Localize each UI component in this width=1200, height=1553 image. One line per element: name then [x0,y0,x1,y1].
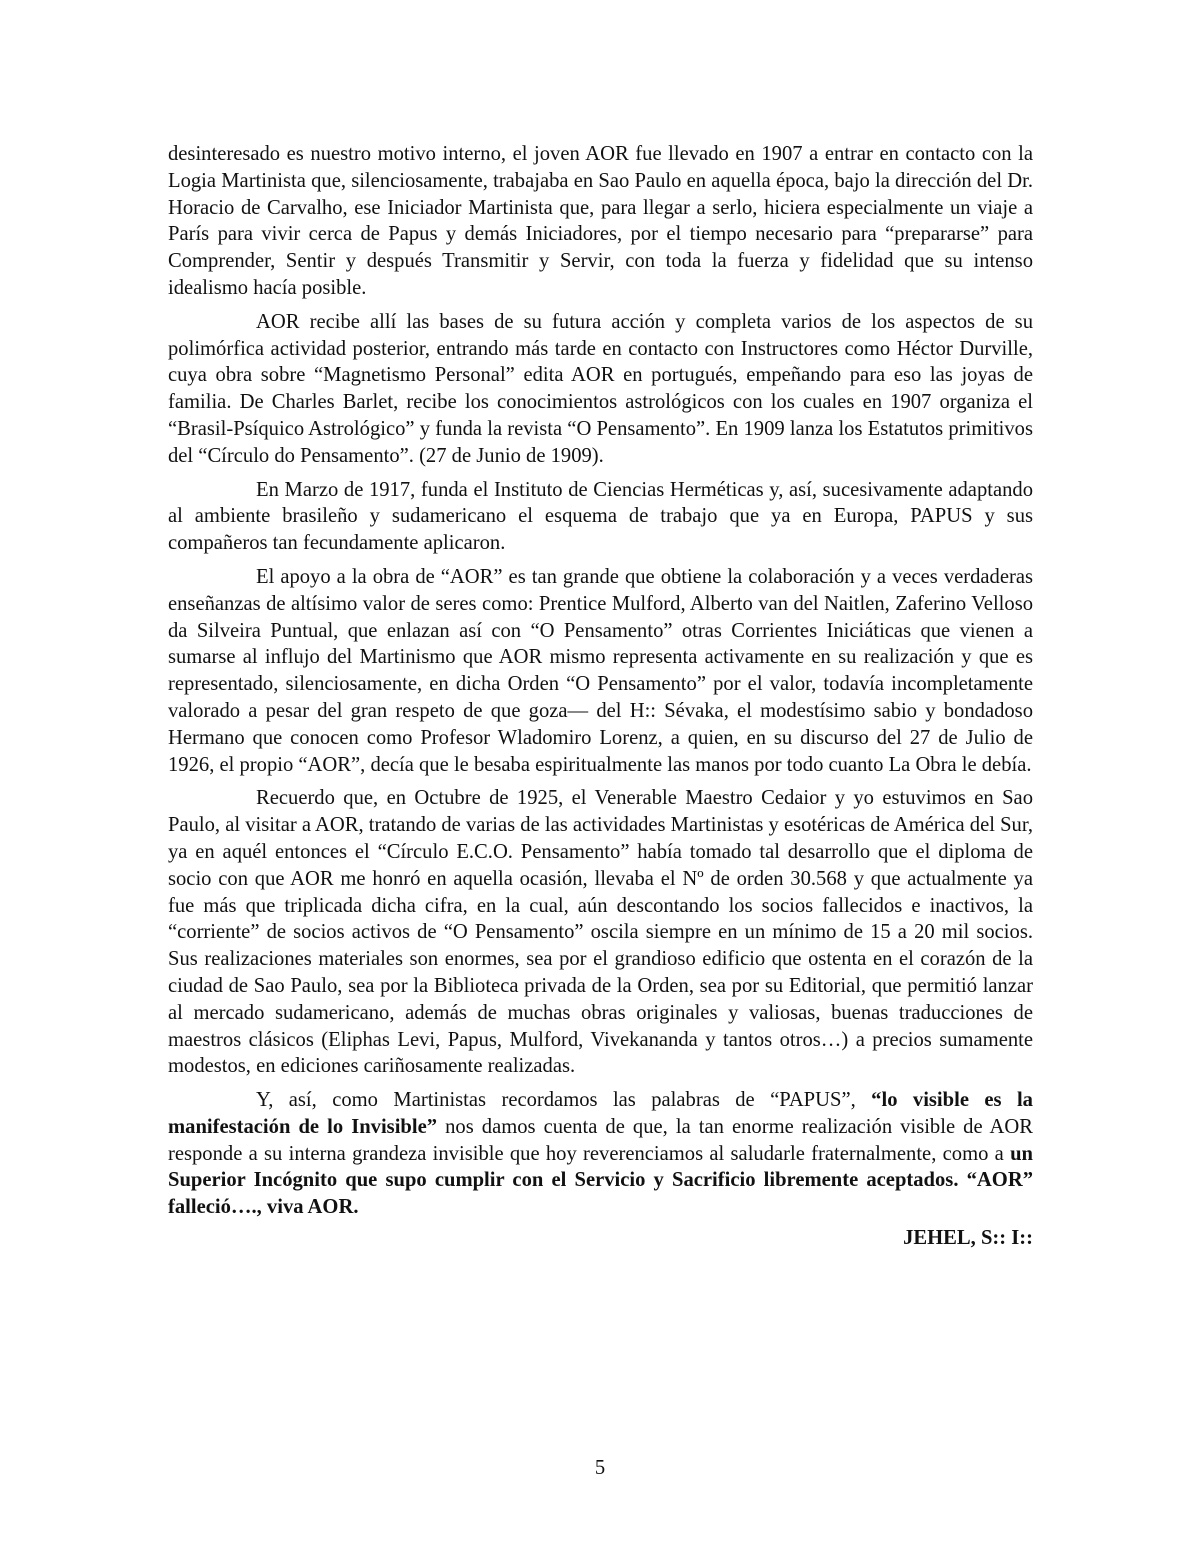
signature: JEHEL, S:: I:: [903,1227,1033,1250]
paragraph-6-text-2: nos damos cuenta de que, la tan enorme realización visible de AOR responde a su interna grandeza invisible que hoy reverenciamos al saludarle fraternalmente, como a [168,1115,1033,1165]
paragraph-6-text-1: Y, así, como Martinistas recordamos las palabras de “PAPUS”, [256,1089,872,1112]
paragraph-5: Recuerdo que, en Octubre de 1925, el Venerable Maestro Cedaior y yo estuvimos en Sao Paulo, al visitar a AOR, tratando de varias de las actividades Martinistas y esotéricas de América del Sur, ya en aquél entonces el “Círculo E.C.O. Pensamento” había tomado tal desarrollo que el diploma de socio con que AOR me honró en aquella ocasión, llevaba el Nº de orden 30.568 y que actualmente ya fue más que triplicada dicha cifra, en la cual, aún descontando los socios fallecidos e inactivos, la “corriente” de socios activos de “O Pensamento” oscila siempre en un mínimo de 15 a 20 mil socios. Sus realizaciones materiales son enormes, sea por el grandioso edificio que ostenta en el corazón de la ciudad de Sao Paulo, sea por la Biblioteca privada de la Orden, sea por su Editorial, que permitió lanzar al mercado sudamericano, además de muchas obras originales y valiosas, buenas traducciones de maestros clásicos (Eliphas Levi, Papus, Mulford, Vivekananda y tantos otros…) a precios sumamente modestos, en ediciones cariñosamente realizadas. [168,787,1034,1078]
paragraph-1: desinteresado es nuestro motivo interno, el joven AOR fue llevado en 1907 a entrar en contacto con la Logia Martinista que, silenciosamente, trabajaba en Sao Paulo en aquella época, bajo la dirección del Dr. Horacio de Carvalho, ese Iniciador Martinista que, para llegar a serlo, hiciera especialmente un viaje a París para vivir cerca de Papus y demás Iniciadores, por el tiempo necesario para “prepararse” para Comprender, Sentir y después Transmitir y Servir, con toda la fuerza y fidelidad que su intenso idealismo hacía posible. [168,143,1033,299]
paragraph-6 [168,1087,1033,1221]
paragraph-6-bold-closing: un Superior Incógnito que supo cumplir con el Servicio y Sacrificio libremente aceptados. “AOR” falleció…., viva AOR. [168,1142,1033,1219]
paragraph-4: El apoyo a la obra de “AOR” es tan grande que obtiene la colaboración y a veces verdaderas enseñanzas de altísimo valor de seres como: Prentice Mulford, Alberto van del Naitlen, Zaferino Velloso da Silveira Puntual, que enlazan así con “O Pensamento” otras Corrientes Iniciáticas que vienen a sumarse al influjo del Martinismo que AOR mismo representa activamente en su realización y que es representado, silenciosamente, en dicha Orden “O Pensamento” por el valor, todavía incompletamente valorado a pesar del gran respeto de que goza— del H:: Sévaka, el modestísimo sabio y bondadoso Hermano que conocen como Profesor Wladomiro Lorenz, a quien, en su discurso del 27 de Julio de 1926, el propio “AOR”, decía que le besaba espiritualmente las manos por todo cuanto La Obra le debía. [168,565,1033,776]
paragraph-2: AOR recibe allí las bases de su futura acción y completa varios de los aspectos de su polimórfica actividad posterior, entrando más tarde en contacto con Instructores como Héctor Durville, cuya obra sobre “Magnetismo Personal” edita AOR en portugués, empeñando para eso las joyas de familia. De Charles Barlet, recibe los conocimientos astrológicos con los cuales en 1907 organiza el “Brasil-Psíquico Astrológico” y funda la revista “O Pensamento”. En 1909 lanza los Estatutos primitivos del “Círculo do Pensamento”. (27 de Junio de 1909). [168,310,1033,467]
page-number: 5 [594,1457,606,1479]
document-body [168,141,1033,1252]
paragraph-6-bold-quote: “lo visible es la manifestación de lo Invisible” [168,1089,1033,1138]
paragraph-3: En Marzo de 1917, funda el Instituto de Ciencias Herméticas y, así, sucesivamente adaptando al ambiente brasileño y sudamericano el esquema de trabajo que ya en Europa, PAPUS y sus compañeros tan fecundamente aplicaron. [168,478,1033,555]
